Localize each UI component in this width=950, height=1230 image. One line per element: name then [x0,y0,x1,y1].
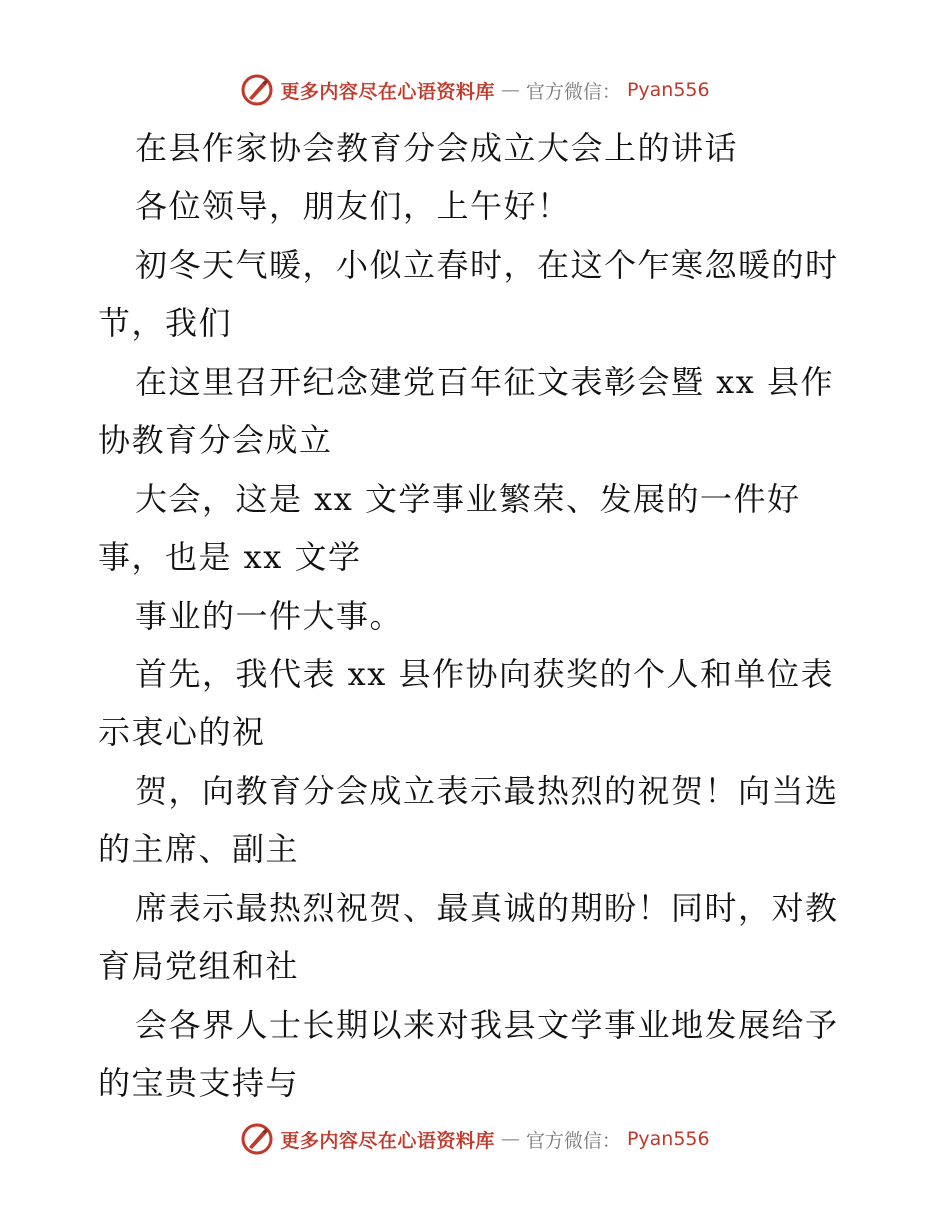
text-line: 事，也是 xx 文学 [98,538,362,576]
text-line: 大会，这是 xx 文学事业繁荣、发展的一件好 [135,480,801,518]
watermark-separator: — [500,79,520,101]
pen-logo-icon [240,1122,274,1156]
watermark-wechat-id: Pyan556 [626,1128,710,1150]
text-line: 各位领导，朋友们，上午好！ [135,187,571,225]
text-line: 在这里召开纪念建党百年征文表彰会暨 xx 县作 [135,363,834,401]
watermark-wechat-label: 官方微信： [525,80,621,103]
text-line: 协教育分会成立 [98,421,333,459]
document-title: 在县作家协会教育分会成立大会上的讲话 [135,129,739,167]
text-line: 事业的一件大事。 [135,597,404,635]
watermark-wechat-id: Pyan556 [626,79,710,101]
watermark-site-text: 更多内容尽在心语资料库 [280,80,495,103]
text-line: 示衷心的祝 [98,713,266,751]
footer-watermark [0,1119,950,1159]
text-line: 席表示最热烈祝贺、最真诚的期盼！同时，对教 [135,889,839,927]
text-line: 会各界人士长期以来对我县文学事业地发展给予 [135,1006,839,1044]
text-line: 的主席、副主 [98,830,300,868]
text-line: 初冬天气暖，小似立春时，在这个乍寒忽暖的时 [135,246,839,284]
watermark-site-text: 更多内容尽在心语资料库 [280,1129,495,1152]
text-line: 节，我们 [98,304,233,342]
text-line: 贺，向教育分会成立表示最热烈的祝贺！向当选 [135,772,839,810]
watermark-separator: — [500,1128,520,1150]
watermark-wechat-label: 官方微信： [525,1129,621,1152]
text-line: 育局党组和社 [98,947,300,985]
text-line: 首先，我代表 xx 县作协向获奖的个人和单位表 [135,655,834,693]
text-line: 的宝贵支持与 [98,1064,300,1102]
